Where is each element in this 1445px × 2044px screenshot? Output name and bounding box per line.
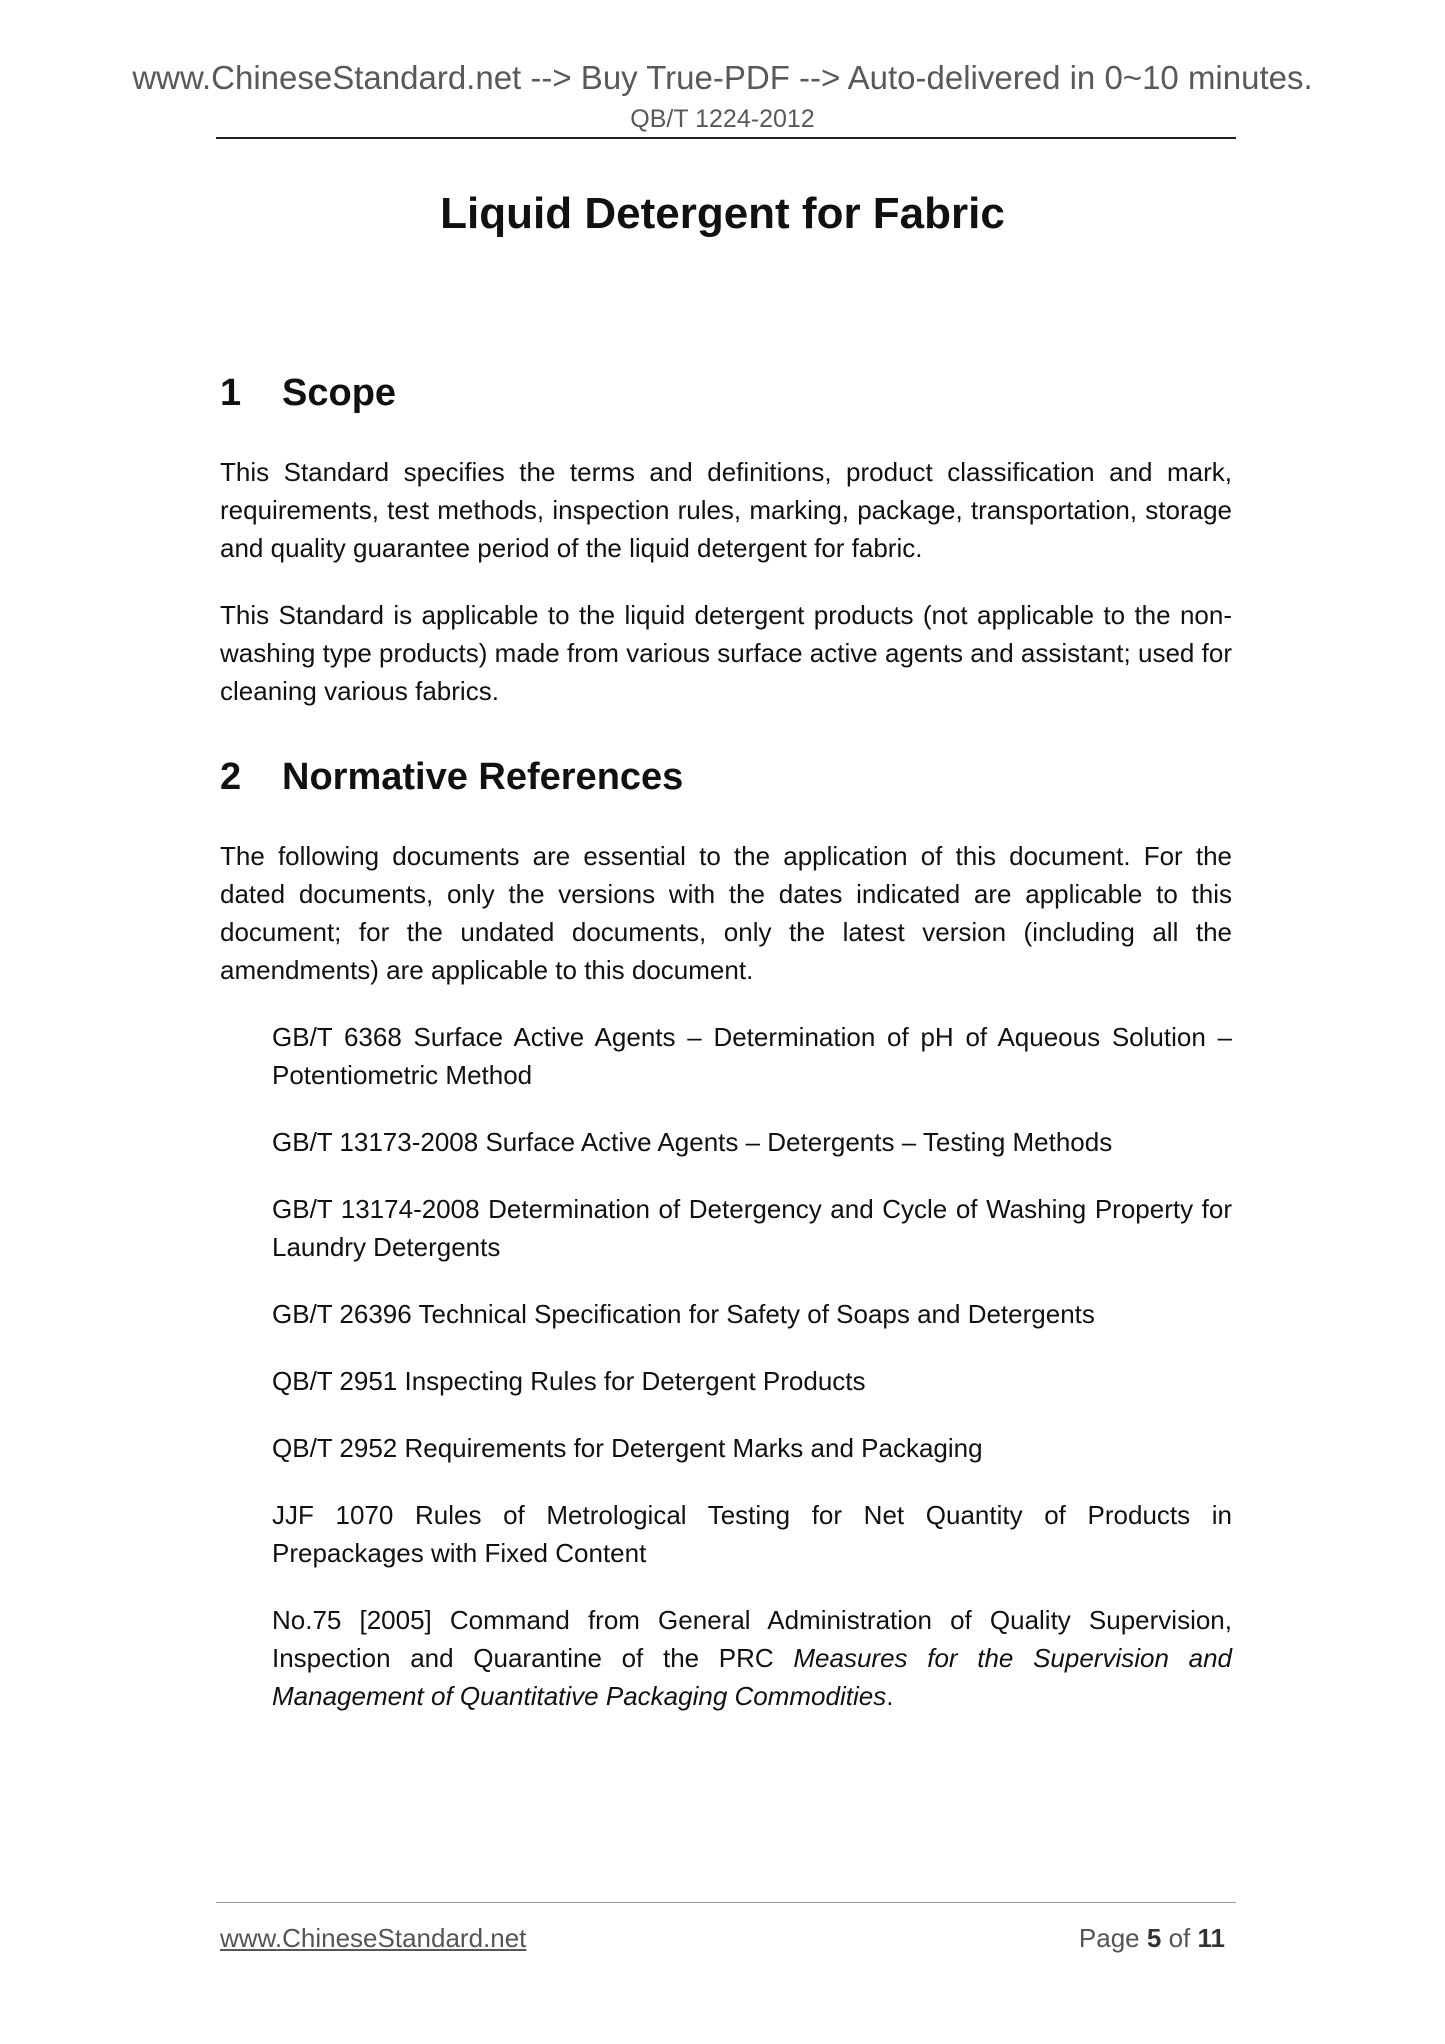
section-number: 1 [220,372,242,414]
footer-divider [216,1902,1236,1903]
section-title: Normative References [282,756,684,798]
reference-item: GB/T 13174-2008 Determination of Detergency and Cycle of Washing Property for Laundry Detergents [272,1194,1232,1262]
section-heading-normative-references [220,754,1232,800]
reference-item-command [272,1601,1232,1715]
reference-item: GB/T 6368 Surface Active Agents – Determination of pH of Aqueous Solution – Potentiometric Method [272,1022,1232,1090]
reference-italic-title: Measures for the Supervision and Management of Quantitative Packaging Commodities [272,1643,1232,1711]
top-banner[interactable]: www.ChineseStandard.net --> Buy True-PDF --> Auto-delivered in 0~10 minutes. [132,59,1313,96]
reference-item: QB/T 2951 Inspecting Rules for Detergent Products [272,1366,866,1396]
document-title: Liquid Detergent for Fabric [440,189,1005,238]
header-divider [216,137,1236,139]
reference-item: JJF 1070 Rules of Metrological Testing for Net Quantity of Products in Prepackages with Fixed Content [272,1500,1232,1568]
standard-code: QB/T 1224-2012 [630,105,815,133]
section-heading-scope [220,370,1232,416]
scope-paragraph-2: This Standard is applicable to the liquid detergent products (not applicable to the non-washing type products) made from various surface active agents and assistant; used for cleaning various fabrics. [220,600,1232,706]
section-title: Scope [282,372,397,414]
footer-site-link[interactable]: www.ChineseStandard.net [220,1923,527,1953]
scope-paragraph-1: This Standard specifies the terms and definitions, product classification and mark, requirements, test methods, inspection rules, marking, package, transportation, storage and quality guarantee period of the liquid detergent for fabric. [220,457,1232,563]
reference-item: GB/T 13173-2008 Surface Active Agents – Detergents – Testing Methods [272,1127,1113,1157]
page-label: Page [1078,1923,1140,1953]
page-total: 11 [1197,1923,1225,1953]
page-indicator [1079,1922,1225,1954]
page-current: 5 [1146,1923,1162,1953]
reference-item: QB/T 2952 Requirements for Detergent Marks and Packaging [272,1433,983,1463]
page-of: of [1168,1923,1191,1953]
reference-prefix: No.75 [2005] Command from General Administration of Quality Supervision, Inspection and Quarantine of the PRC [272,1605,1232,1673]
section-number: 2 [220,756,242,798]
document-body [220,370,1232,1715]
reference-suffix: . [886,1681,894,1711]
references-intro-paragraph: The following documents are essential to the application of this document. For the dated documents, only the versions with the dates indicated are applicable to this document; for the undated documents, only the latest version (including all the amendments) are applicable to this document. [220,841,1232,985]
reference-item: GB/T 26396 Technical Specification for Safety of Soaps and Detergents [272,1299,1095,1329]
